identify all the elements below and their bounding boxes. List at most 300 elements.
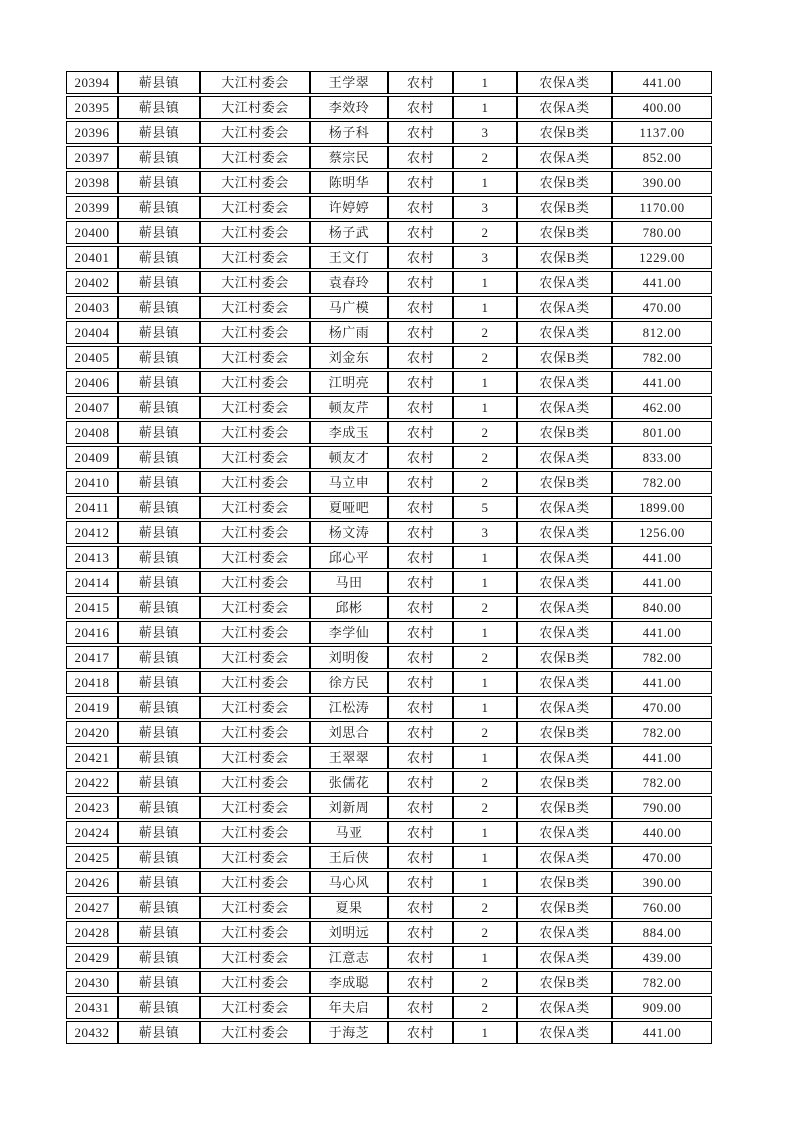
cell-village-committee: 大江村委会 (200, 546, 310, 569)
cell-household-type: 农村 (388, 296, 453, 319)
table-row (66, 346, 712, 369)
cell-town: 蕲县镇 (118, 446, 200, 469)
cell-record-id: 20397 (66, 146, 118, 169)
cell-town: 蕲县镇 (118, 1021, 200, 1044)
cell-insurance-category: 农保A类 (517, 271, 612, 294)
cell-amount: 441.00 (612, 746, 712, 769)
cell-town: 蕲县镇 (118, 646, 200, 669)
cell-insurance-category: 农保A类 (517, 296, 612, 319)
cell-household-type: 农村 (388, 96, 453, 119)
cell-household-type: 农村 (388, 746, 453, 769)
cell-amount: 801.00 (612, 421, 712, 444)
cell-household-type: 农村 (388, 196, 453, 219)
cell-insurance-category: 农保B类 (517, 246, 612, 269)
cell-household-type: 农村 (388, 871, 453, 894)
cell-insurance-category: 农保A类 (517, 821, 612, 844)
cell-town: 蕲县镇 (118, 171, 200, 194)
cell-amount: 390.00 (612, 871, 712, 894)
cell-person-count: 2 (453, 146, 517, 169)
cell-town: 蕲县镇 (118, 846, 200, 869)
cell-village-committee: 大江村委会 (200, 296, 310, 319)
cell-person-name: 李效玲 (310, 96, 388, 119)
table-row (66, 271, 712, 294)
cell-amount: 441.00 (612, 621, 712, 644)
table-row (66, 471, 712, 494)
cell-record-id: 20424 (66, 821, 118, 844)
cell-person-name: 徐方民 (310, 671, 388, 694)
cell-village-committee: 大江村委会 (200, 846, 310, 869)
cell-household-type: 农村 (388, 371, 453, 394)
cell-record-id: 20404 (66, 321, 118, 344)
cell-insurance-category: 农保A类 (517, 621, 612, 644)
cell-village-committee: 大江村委会 (200, 871, 310, 894)
cell-town: 蕲县镇 (118, 546, 200, 569)
cell-amount: 441.00 (612, 671, 712, 694)
cell-record-id: 20429 (66, 946, 118, 969)
cell-person-name: 刘明俊 (310, 646, 388, 669)
cell-town: 蕲县镇 (118, 421, 200, 444)
cell-town: 蕲县镇 (118, 271, 200, 294)
cell-household-type: 农村 (388, 921, 453, 944)
cell-household-type: 农村 (388, 71, 453, 94)
table-row (66, 396, 712, 419)
cell-record-id: 20410 (66, 471, 118, 494)
cell-amount: 884.00 (612, 921, 712, 944)
cell-town: 蕲县镇 (118, 246, 200, 269)
cell-amount: 812.00 (612, 321, 712, 344)
cell-household-type: 农村 (388, 221, 453, 244)
cell-town: 蕲县镇 (118, 396, 200, 419)
table-row (66, 171, 712, 194)
cell-amount: 782.00 (612, 971, 712, 994)
cell-insurance-category: 农保B类 (517, 121, 612, 144)
cell-record-id: 20402 (66, 271, 118, 294)
cell-amount: 441.00 (612, 546, 712, 569)
cell-amount: 840.00 (612, 596, 712, 619)
cell-insurance-category: 农保A类 (517, 396, 612, 419)
cell-household-type: 农村 (388, 1021, 453, 1044)
cell-town: 蕲县镇 (118, 121, 200, 144)
cell-record-id: 20425 (66, 846, 118, 869)
cell-amount: 400.00 (612, 96, 712, 119)
cell-household-type: 农村 (388, 546, 453, 569)
cell-insurance-category: 农保A类 (517, 571, 612, 594)
cell-insurance-category: 农保A类 (517, 546, 612, 569)
cell-town: 蕲县镇 (118, 896, 200, 919)
cell-household-type: 农村 (388, 646, 453, 669)
table-row (66, 546, 712, 569)
cell-amount: 441.00 (612, 71, 712, 94)
cell-insurance-category: 农保A类 (517, 596, 612, 619)
cell-insurance-category: 农保A类 (517, 746, 612, 769)
cell-person-name: 张儒花 (310, 771, 388, 794)
cell-person-name: 邱彬 (310, 596, 388, 619)
cell-person-count: 2 (453, 346, 517, 369)
cell-record-id: 20421 (66, 746, 118, 769)
cell-person-name: 刘思合 (310, 721, 388, 744)
cell-amount: 441.00 (612, 1021, 712, 1044)
cell-person-count: 2 (453, 996, 517, 1019)
cell-person-name: 刘明远 (310, 921, 388, 944)
cell-person-count: 1 (453, 271, 517, 294)
cell-person-name: 江明亮 (310, 371, 388, 394)
table-row (66, 996, 712, 1019)
cell-amount: 833.00 (612, 446, 712, 469)
cell-household-type: 农村 (388, 846, 453, 869)
cell-town: 蕲县镇 (118, 196, 200, 219)
cell-person-count: 2 (453, 471, 517, 494)
cell-town: 蕲县镇 (118, 96, 200, 119)
cell-person-count: 1 (453, 671, 517, 694)
cell-person-count: 2 (453, 896, 517, 919)
cell-town: 蕲县镇 (118, 321, 200, 344)
cell-town: 蕲县镇 (118, 946, 200, 969)
cell-insurance-category: 农保B类 (517, 971, 612, 994)
cell-household-type: 农村 (388, 621, 453, 644)
cell-village-committee: 大江村委会 (200, 671, 310, 694)
cell-village-committee: 大江村委会 (200, 621, 310, 644)
cell-amount: 441.00 (612, 371, 712, 394)
cell-person-count: 2 (453, 596, 517, 619)
cell-household-type: 农村 (388, 471, 453, 494)
cell-village-committee: 大江村委会 (200, 571, 310, 594)
cell-person-name: 王文仃 (310, 246, 388, 269)
cell-village-committee: 大江村委会 (200, 746, 310, 769)
cell-person-name: 李成聪 (310, 971, 388, 994)
cell-amount: 782.00 (612, 646, 712, 669)
cell-person-count: 2 (453, 646, 517, 669)
table-row (66, 371, 712, 394)
cell-household-type: 农村 (388, 996, 453, 1019)
cell-town: 蕲县镇 (118, 371, 200, 394)
table-row (66, 96, 712, 119)
cell-insurance-category: 农保A类 (517, 1021, 612, 1044)
table-row (66, 871, 712, 894)
cell-village-committee: 大江村委会 (200, 146, 310, 169)
cell-person-count: 2 (453, 221, 517, 244)
cell-insurance-category: 农保B类 (517, 346, 612, 369)
cell-insurance-category: 农保B类 (517, 796, 612, 819)
cell-person-count: 1 (453, 171, 517, 194)
cell-village-committee: 大江村委会 (200, 471, 310, 494)
cell-household-type: 农村 (388, 421, 453, 444)
cell-person-name: 夏哑吧 (310, 496, 388, 519)
cell-household-type: 农村 (388, 671, 453, 694)
insurance-roster-table (66, 69, 712, 1046)
cell-insurance-category: 农保B类 (517, 196, 612, 219)
cell-amount: 440.00 (612, 821, 712, 844)
cell-household-type: 农村 (388, 771, 453, 794)
cell-amount: 782.00 (612, 771, 712, 794)
cell-person-name: 邱心平 (310, 546, 388, 569)
cell-household-type: 农村 (388, 796, 453, 819)
cell-person-name: 李成玉 (310, 421, 388, 444)
cell-person-name: 年夫启 (310, 996, 388, 1019)
cell-record-id: 20401 (66, 246, 118, 269)
cell-person-name: 马田 (310, 571, 388, 594)
cell-town: 蕲县镇 (118, 746, 200, 769)
cell-household-type: 农村 (388, 571, 453, 594)
cell-amount: 852.00 (612, 146, 712, 169)
cell-village-committee: 大江村委会 (200, 271, 310, 294)
cell-amount: 909.00 (612, 996, 712, 1019)
cell-amount: 1899.00 (612, 496, 712, 519)
cell-town: 蕲县镇 (118, 671, 200, 694)
cell-record-id: 20415 (66, 596, 118, 619)
cell-village-committee: 大江村委会 (200, 96, 310, 119)
table-row (66, 571, 712, 594)
cell-insurance-category: 农保A类 (517, 371, 612, 394)
cell-person-count: 1 (453, 396, 517, 419)
cell-amount: 470.00 (612, 296, 712, 319)
cell-record-id: 20396 (66, 121, 118, 144)
cell-record-id: 20403 (66, 296, 118, 319)
cell-household-type: 农村 (388, 321, 453, 344)
cell-amount: 782.00 (612, 721, 712, 744)
cell-person-count: 3 (453, 521, 517, 544)
cell-town: 蕲县镇 (118, 521, 200, 544)
cell-person-name: 顿友才 (310, 446, 388, 469)
cell-town: 蕲县镇 (118, 871, 200, 894)
cell-record-id: 20420 (66, 721, 118, 744)
cell-record-id: 20398 (66, 171, 118, 194)
cell-record-id: 20416 (66, 621, 118, 644)
cell-household-type: 农村 (388, 946, 453, 969)
cell-town: 蕲县镇 (118, 296, 200, 319)
cell-person-name: 王后侠 (310, 846, 388, 869)
table-row (66, 971, 712, 994)
cell-insurance-category: 农保A类 (517, 446, 612, 469)
cell-person-count: 2 (453, 446, 517, 469)
cell-amount: 470.00 (612, 696, 712, 719)
cell-person-name: 江意志 (310, 946, 388, 969)
cell-person-count: 3 (453, 121, 517, 144)
cell-insurance-category: 农保B类 (517, 171, 612, 194)
cell-amount: 1137.00 (612, 121, 712, 144)
cell-person-count: 5 (453, 496, 517, 519)
table-row (66, 921, 712, 944)
cell-insurance-category: 农保B类 (517, 221, 612, 244)
cell-town: 蕲县镇 (118, 71, 200, 94)
cell-insurance-category: 农保B类 (517, 471, 612, 494)
cell-person-count: 2 (453, 971, 517, 994)
table-row (66, 496, 712, 519)
cell-person-count: 1 (453, 371, 517, 394)
cell-record-id: 20413 (66, 546, 118, 569)
table-row (66, 621, 712, 644)
cell-village-committee: 大江村委会 (200, 821, 310, 844)
cell-amount: 760.00 (612, 896, 712, 919)
cell-person-count: 1 (453, 871, 517, 894)
cell-person-count: 3 (453, 246, 517, 269)
table-row (66, 846, 712, 869)
cell-person-name: 刘新周 (310, 796, 388, 819)
cell-person-count: 2 (453, 771, 517, 794)
cell-village-committee: 大江村委会 (200, 121, 310, 144)
cell-town: 蕲县镇 (118, 721, 200, 744)
cell-person-name: 马亚 (310, 821, 388, 844)
cell-household-type: 农村 (388, 246, 453, 269)
cell-person-name: 马广模 (310, 296, 388, 319)
cell-insurance-category: 农保A类 (517, 996, 612, 1019)
cell-person-name: 许婷婷 (310, 196, 388, 219)
cell-household-type: 农村 (388, 896, 453, 919)
cell-village-committee: 大江村委会 (200, 221, 310, 244)
cell-record-id: 20406 (66, 371, 118, 394)
cell-amount: 462.00 (612, 396, 712, 419)
cell-town: 蕲县镇 (118, 696, 200, 719)
cell-amount: 780.00 (612, 221, 712, 244)
cell-village-committee: 大江村委会 (200, 646, 310, 669)
cell-town: 蕲县镇 (118, 921, 200, 944)
cell-record-id: 20417 (66, 646, 118, 669)
cell-person-name: 袁春玲 (310, 271, 388, 294)
cell-village-committee: 大江村委会 (200, 971, 310, 994)
table-row (66, 671, 712, 694)
cell-amount: 1229.00 (612, 246, 712, 269)
table-row (66, 596, 712, 619)
cell-insurance-category: 农保B类 (517, 421, 612, 444)
cell-insurance-category: 农保B类 (517, 771, 612, 794)
cell-village-committee: 大江村委会 (200, 896, 310, 919)
cell-town: 蕲县镇 (118, 796, 200, 819)
cell-amount: 441.00 (612, 271, 712, 294)
cell-town: 蕲县镇 (118, 971, 200, 994)
cell-person-name: 杨广雨 (310, 321, 388, 344)
cell-village-committee: 大江村委会 (200, 371, 310, 394)
cell-person-count: 1 (453, 296, 517, 319)
cell-town: 蕲县镇 (118, 346, 200, 369)
cell-village-committee: 大江村委会 (200, 721, 310, 744)
cell-person-count: 1 (453, 946, 517, 969)
cell-person-name: 于海芝 (310, 1021, 388, 1044)
cell-village-committee: 大江村委会 (200, 796, 310, 819)
cell-village-committee: 大江村委会 (200, 521, 310, 544)
table-row (66, 121, 712, 144)
table-row (66, 71, 712, 94)
cell-town: 蕲县镇 (118, 821, 200, 844)
table-row (66, 946, 712, 969)
cell-village-committee: 大江村委会 (200, 996, 310, 1019)
cell-person-count: 2 (453, 321, 517, 344)
cell-record-id: 20411 (66, 496, 118, 519)
table-row (66, 771, 712, 794)
cell-person-count: 1 (453, 546, 517, 569)
cell-insurance-category: 农保B类 (517, 896, 612, 919)
cell-person-count: 2 (453, 421, 517, 444)
cell-town: 蕲县镇 (118, 571, 200, 594)
cell-village-committee: 大江村委会 (200, 196, 310, 219)
cell-insurance-category: 农保A类 (517, 846, 612, 869)
cell-person-name: 杨子科 (310, 121, 388, 144)
cell-person-count: 1 (453, 821, 517, 844)
cell-person-name: 刘金东 (310, 346, 388, 369)
cell-record-id: 20414 (66, 571, 118, 594)
cell-household-type: 农村 (388, 971, 453, 994)
cell-person-count: 1 (453, 571, 517, 594)
table-row (66, 196, 712, 219)
table-row (66, 221, 712, 244)
cell-village-committee: 大江村委会 (200, 946, 310, 969)
cell-village-committee: 大江村委会 (200, 246, 310, 269)
cell-amount: 439.00 (612, 946, 712, 969)
cell-insurance-category: 农保B类 (517, 871, 612, 894)
table-row (66, 446, 712, 469)
cell-record-id: 20394 (66, 71, 118, 94)
table-row (66, 321, 712, 344)
cell-insurance-category: 农保A类 (517, 521, 612, 544)
cell-record-id: 20408 (66, 421, 118, 444)
cell-household-type: 农村 (388, 121, 453, 144)
cell-village-committee: 大江村委会 (200, 396, 310, 419)
cell-town: 蕲县镇 (118, 471, 200, 494)
cell-amount: 782.00 (612, 346, 712, 369)
cell-person-name: 江松涛 (310, 696, 388, 719)
table-row (66, 821, 712, 844)
cell-household-type: 农村 (388, 446, 453, 469)
table-row (66, 296, 712, 319)
cell-record-id: 20395 (66, 96, 118, 119)
cell-record-id: 20418 (66, 671, 118, 694)
cell-insurance-category: 农保A类 (517, 146, 612, 169)
table-row (66, 721, 712, 744)
cell-household-type: 农村 (388, 521, 453, 544)
cell-household-type: 农村 (388, 271, 453, 294)
cell-record-id: 20430 (66, 971, 118, 994)
cell-person-count: 1 (453, 96, 517, 119)
cell-person-name: 蔡宗民 (310, 146, 388, 169)
cell-household-type: 农村 (388, 696, 453, 719)
cell-village-committee: 大江村委会 (200, 921, 310, 944)
cell-insurance-category: 农保A类 (517, 96, 612, 119)
cell-record-id: 20428 (66, 921, 118, 944)
cell-town: 蕲县镇 (118, 771, 200, 794)
cell-household-type: 农村 (388, 721, 453, 744)
cell-person-count: 2 (453, 921, 517, 944)
cell-person-count: 2 (453, 721, 517, 744)
cell-town: 蕲县镇 (118, 496, 200, 519)
table-row (66, 896, 712, 919)
cell-person-name: 夏果 (310, 896, 388, 919)
cell-person-count: 1 (453, 1021, 517, 1044)
table-row (66, 696, 712, 719)
cell-person-name: 马立申 (310, 471, 388, 494)
cell-record-id: 20427 (66, 896, 118, 919)
cell-amount: 790.00 (612, 796, 712, 819)
cell-village-committee: 大江村委会 (200, 171, 310, 194)
cell-person-name: 马心风 (310, 871, 388, 894)
cell-record-id: 20432 (66, 1021, 118, 1044)
cell-village-committee: 大江村委会 (200, 71, 310, 94)
cell-person-count: 1 (453, 746, 517, 769)
cell-amount: 470.00 (612, 846, 712, 869)
cell-record-id: 20399 (66, 196, 118, 219)
cell-town: 蕲县镇 (118, 996, 200, 1019)
cell-person-name: 李学仙 (310, 621, 388, 644)
cell-village-committee: 大江村委会 (200, 771, 310, 794)
cell-household-type: 农村 (388, 171, 453, 194)
table-row (66, 146, 712, 169)
cell-insurance-category: 农保A类 (517, 921, 612, 944)
cell-record-id: 20405 (66, 346, 118, 369)
cell-household-type: 农村 (388, 146, 453, 169)
cell-town: 蕲县镇 (118, 621, 200, 644)
cell-village-committee: 大江村委会 (200, 496, 310, 519)
table-row (66, 1021, 712, 1044)
cell-record-id: 20426 (66, 871, 118, 894)
cell-amount: 390.00 (612, 171, 712, 194)
cell-village-committee: 大江村委会 (200, 1021, 310, 1044)
